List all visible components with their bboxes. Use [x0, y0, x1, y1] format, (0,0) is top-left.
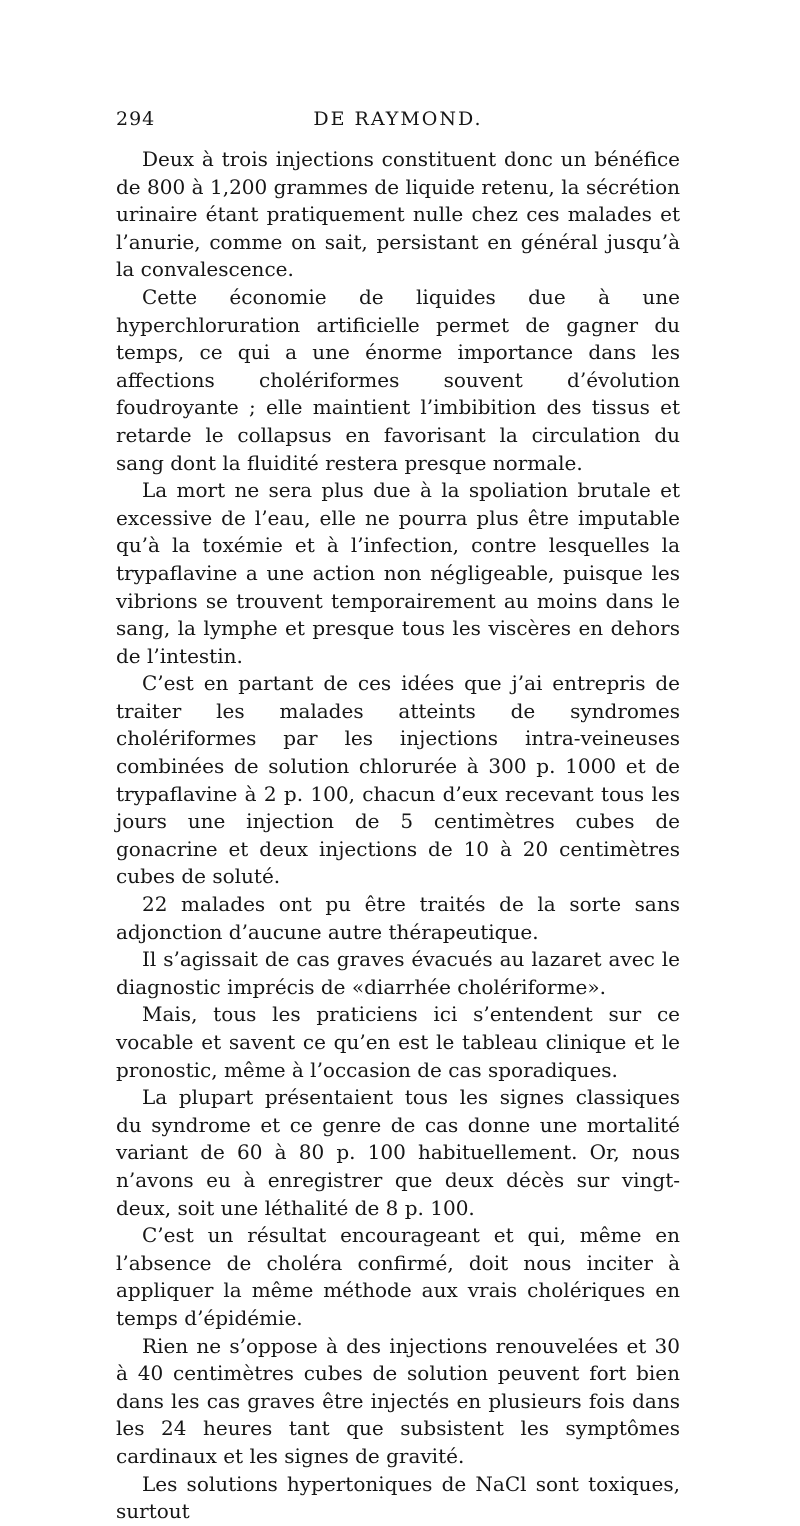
paragraph-10: Rien ne s’oppose à des injections renouvelées et 30 à 40 centimètres cubes de solution peuvent fort bien dans les cas graves être injectés en plusieurs fois dans les 24 heures tant que subsistent les symptômes cardinaux et les signes de gravité. — [116, 1333, 680, 1468]
paragraph-11: Les solutions hypertoniques de NaCl sont toxiques, surtout — [116, 1471, 680, 1524]
paragraph-3: La mort ne sera plus due à la spoliation brutale et excessive de l’eau, elle ne pourra plus être imputable qu’à la toxémie et à l’infection, contre lesquelles la trypaflavine a une action non négligeable, puisque les vibrions se trouvent temporairement au moins dans le sang, la lymphe et presque tous les viscères en dehors de l’intestin. — [116, 478, 680, 668]
running-head — [116, 108, 680, 136]
book-page — [116, 108, 680, 1526]
text-body — [116, 146, 680, 1526]
running-title: DE RAYMOND. — [313, 108, 483, 130]
paragraph-6: Il s’agissait de cas graves évacués au lazaret avec le diagnostic imprécis de «diarrhée cholériforme». — [116, 947, 680, 999]
paragraph-1: Deux à trois injections constituent donc un bénéfice de 800 à 1,200 grammes de liquide retenu, la sécrétion urinaire étant pratiquement nulle chez ces malades et l’anurie, comme on sait, persistant en général jusqu’à la convalescence. — [116, 147, 680, 282]
paragraph-9: C’est un résultat encourageant et qui, même en l’absence de choléra confirmé, doit nous inciter à appliquer la même méthode aux vrais cholériques en temps d’épidémie. — [116, 1223, 680, 1330]
paragraph-8: La plupart présentaient tous les signes classiques du syndrome et ce genre de cas donne une mortalité variant de 60 à 80 p. 100 habituellement. Or, nous n’avons eu à enregistrer que deux décès sur vingt-deux, soit une léthalité de 8 p. 100. — [116, 1085, 680, 1220]
paragraph-7: Mais, tous les praticiens ici s’entendent sur ce vocable et savent ce qu’en est le tableau clinique et le pronostic, même à l’occasion de cas sporadiques. — [116, 1002, 680, 1082]
paragraph-5: 22 malades ont pu être traités de la sorte sans adjonction d’aucune autre thérapeutique. — [116, 892, 680, 944]
paragraph-4: C’est en partant de ces idées que j’ai entrepris de traiter les malades atteints de syndromes cholériformes par les injections intra-veineuses combinées de solution chlorurée à 300 p. 1000 et de trypaflavine à 2 p. 100, chacun d’eux recevant tous les jours une injection de 5 centimètres cubes de gonacrine et deux injections de 10 à 20 centimètres cubes de soluté. — [116, 671, 680, 889]
paragraph-2: Cette économie de liquides due à une hyperchloruration artificielle permet de gagner du temps, ce qui a une énorme importance dans les affections cholériformes souvent d’évolution foudroyante ; elle maintient l’imbibition des tissus et retarde le collapsus en favorisant la circulation du sang dont la fluidité restera presque normale. — [116, 284, 680, 475]
page-number: 294 — [116, 108, 156, 130]
